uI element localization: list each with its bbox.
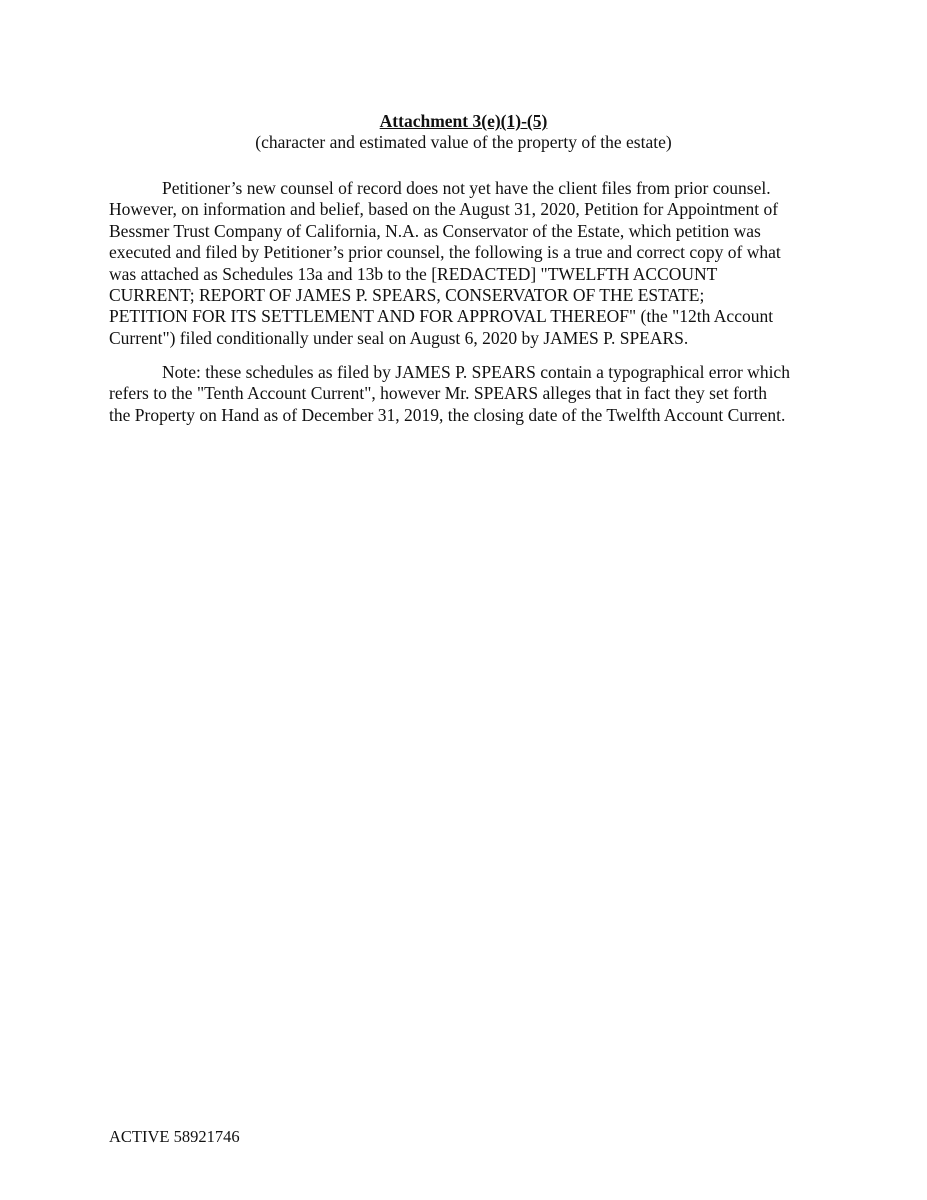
paragraph-line: executed and filed by Petitioner’s prior counsel, the following is a true and correct copy of what: [109, 242, 781, 263]
paragraph-typographical-note: [109, 362, 829, 426]
paragraph-line: Bessmer Trust Company of California, N.A. as Conservator of the Estate, which petition was: [109, 220, 761, 241]
attachment-title: Attachment 3(e)(1)-(5): [379, 111, 548, 131]
paragraph-line: Petitioner’s new counsel of record does not yet have the client files from prior counsel.: [162, 178, 771, 198]
paragraph-petitioner-counsel: [109, 178, 829, 349]
paragraph-line: refers to the "Tenth Account Current", however Mr. SPEARS alleges that in fact they set forth: [109, 383, 767, 404]
paragraph-line: However, on information and belief, based on the August 31, 2020, Petition for Appointment of: [109, 199, 779, 220]
document-heading: [0, 111, 927, 153]
paragraph-line: Note: these schedules as filed by JAMES P. SPEARS contain a typographical error which: [162, 362, 790, 382]
footer-document-id: ACTIVE 58921746: [109, 1127, 240, 1146]
attachment-subtitle: (character and estimated value of the property of the estate): [255, 132, 672, 152]
paragraph-line: PETITION FOR ITS SETTLEMENT AND FOR APPROVAL THEREOF" (the "12th Account: [109, 306, 774, 327]
paragraph-line: was attached as Schedules 13a and 13b to the [REDACTED] "TWELFTH ACCOUNT: [109, 263, 718, 284]
paragraph-line: Current") filed conditionally under seal on August 6, 2020 by JAMES P. SPEARS.: [109, 327, 689, 348]
paragraph-line: CURRENT; REPORT OF JAMES P. SPEARS, CONSERVATOR OF THE ESTATE;: [109, 285, 705, 306]
paragraph-line: the Property on Hand as of December 31, 2019, the closing date of the Twelfth Account Current.: [109, 404, 786, 425]
